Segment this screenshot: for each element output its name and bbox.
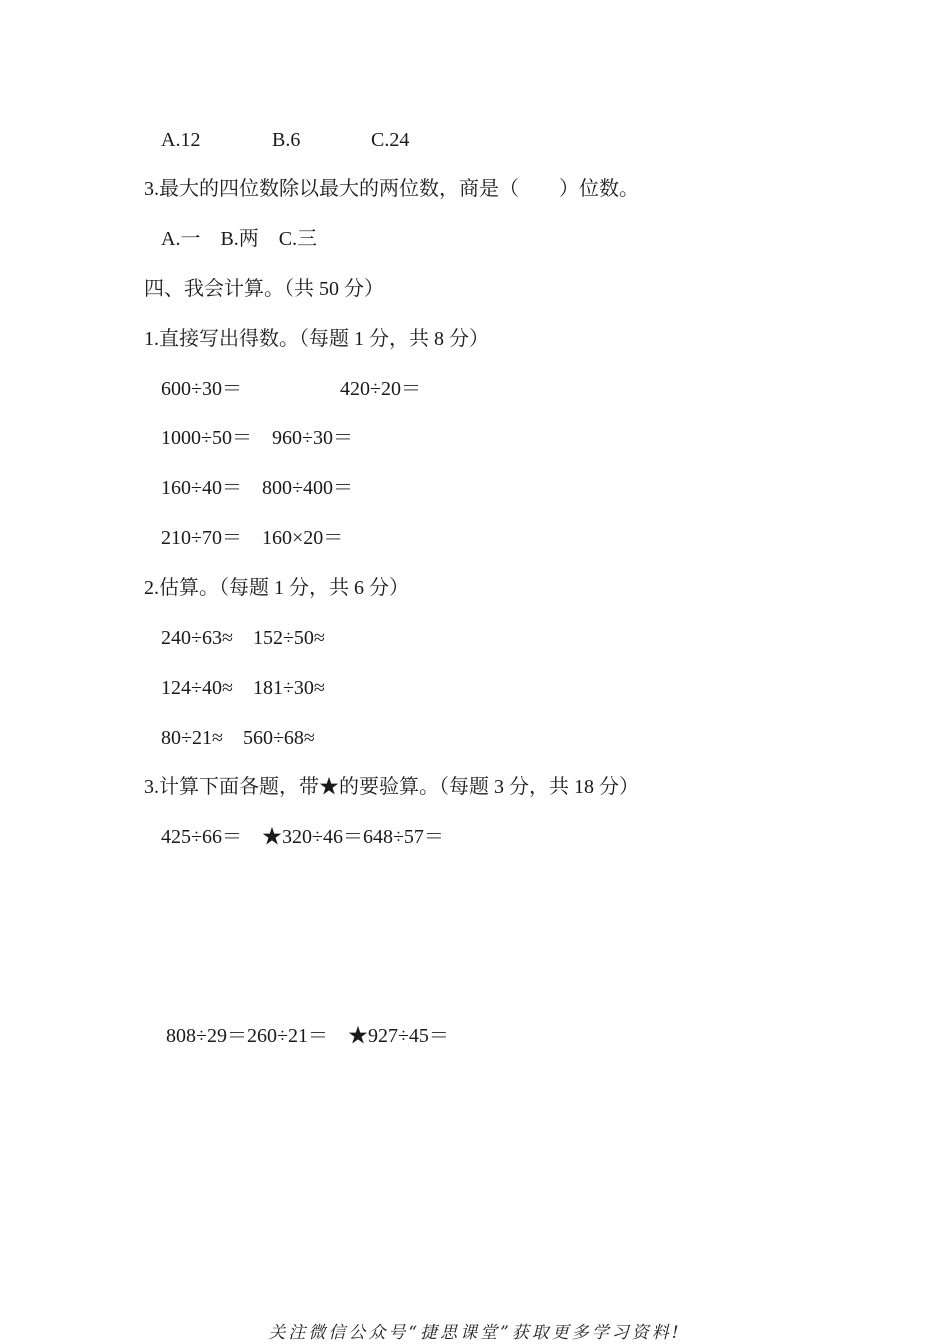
footer-note: 关注微信公众号“捷思课堂”获取更多学习资料! bbox=[268, 1323, 682, 1343]
sub1-row3: 160÷40＝ 800÷400＝ bbox=[161, 477, 353, 499]
sub1-row1-b: 420÷20＝ bbox=[340, 378, 421, 400]
section-4-title: 四、我会计算。（共 50 分） bbox=[144, 278, 384, 300]
sub2-row3: 80÷21≈ 560÷68≈ bbox=[161, 727, 315, 749]
sub1-title: 1.直接写出得数。（每题 1 分，共 8 分） bbox=[144, 328, 489, 350]
sub2-title: 2.估算。（每题 1 分，共 6 分） bbox=[144, 577, 409, 599]
question-3-options: A.一 B.两 C.三 bbox=[161, 228, 318, 250]
sub1-row2: 1000÷50＝ 960÷30＝ bbox=[161, 427, 353, 449]
q2-option-c: C.24 bbox=[371, 129, 410, 151]
sub3-row2: 808÷29＝260÷21＝ ★927÷45＝ bbox=[166, 1025, 449, 1047]
q2-option-b: B.6 bbox=[272, 129, 301, 151]
q2-option-a: A.12 bbox=[161, 129, 201, 151]
sub3-title: 3.计算下面各题，带★的要验算。（每题 3 分，共 18 分） bbox=[144, 776, 639, 798]
sub1-row1-a: 600÷30＝ bbox=[161, 378, 242, 400]
sub1-row4: 210÷70＝ 160×20＝ bbox=[161, 527, 344, 549]
question-3: 3.最大的四位数除以最大的两位数，商是（ ）位数。 bbox=[144, 178, 639, 200]
sub2-row1: 240÷63≈ 152÷50≈ bbox=[161, 627, 325, 649]
sub2-row2: 124÷40≈ 181÷30≈ bbox=[161, 677, 325, 699]
sub3-row1: 425÷66＝ ★320÷46＝648÷57＝ bbox=[161, 826, 444, 848]
